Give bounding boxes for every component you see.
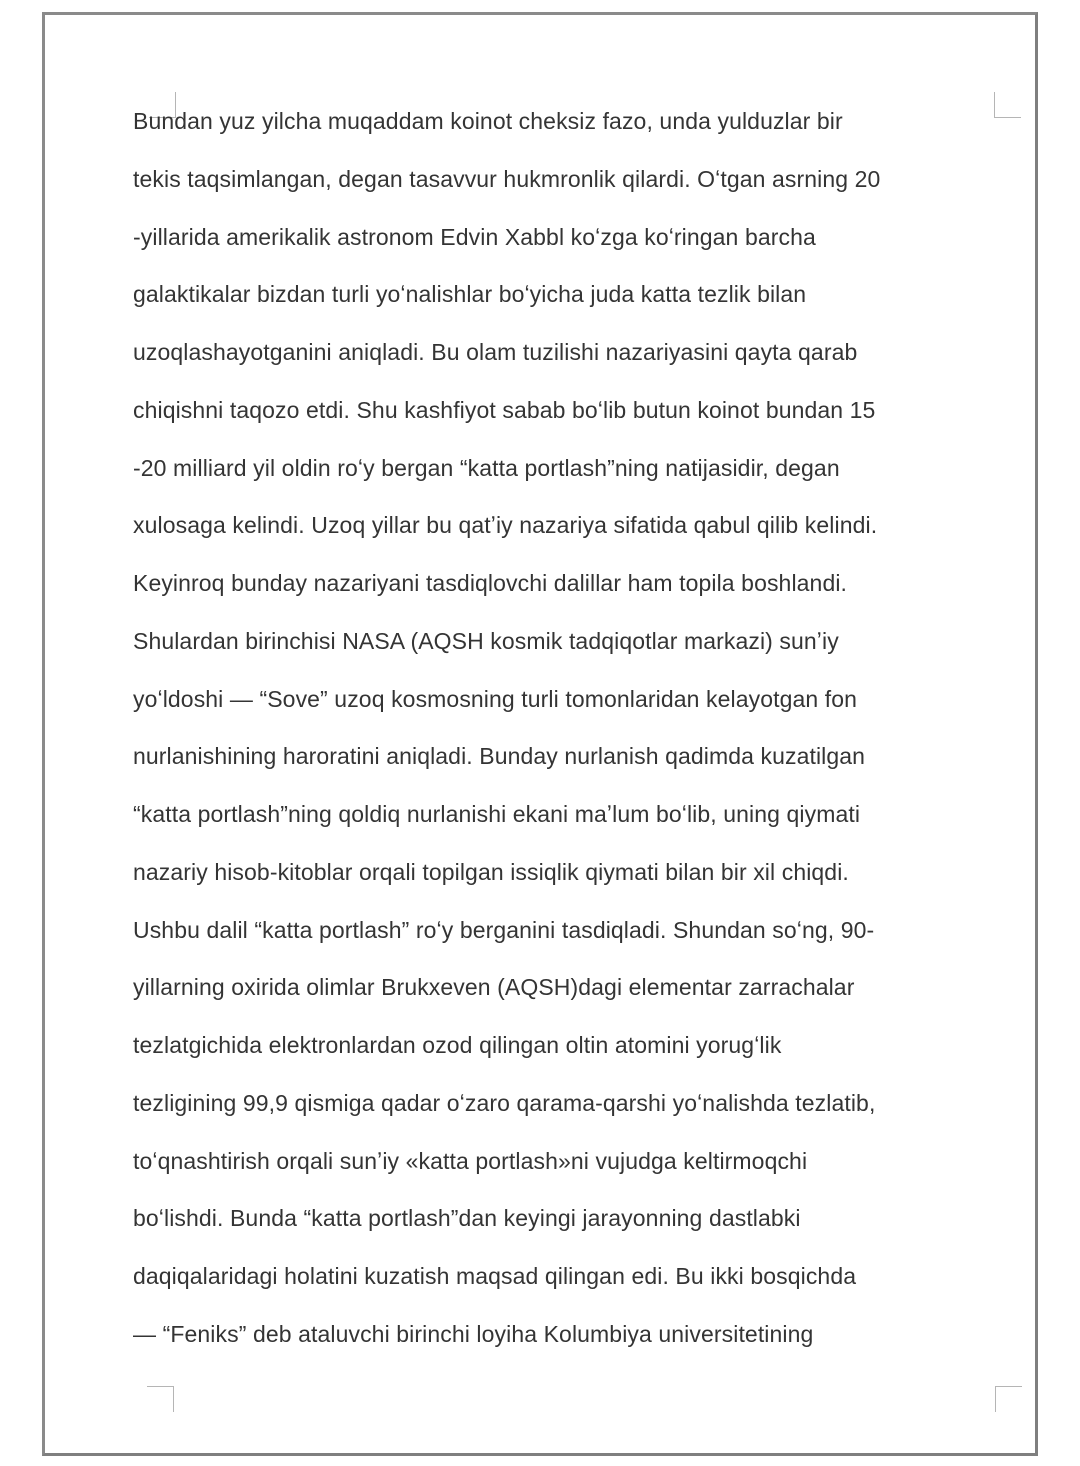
paragraph-line: toʻqnashtirish orqali sunʼiy «katta portlash»ni vujudga keltirmoqchi bbox=[133, 1147, 808, 1174]
paragraph-line: — “Feniks” deb ataluvchi birinchi loyiha Kolumbiya universitetining bbox=[133, 1320, 814, 1347]
paragraph-line: -20 milliard yil oldin roʻy bergan “katta portlash”ning natijasidir, degan bbox=[133, 454, 840, 481]
paragraph-line: nurlanishining haroratini aniqladi. Bunday nurlanish qadimda kuzatilgan bbox=[133, 743, 866, 770]
paragraph-line: galaktikalar bizdan turli yoʻnalishlar boʻyicha juda katta tezlik bilan bbox=[133, 281, 807, 308]
paragraph-line: yoʻldoshi — “Sove” uzoq kosmosning turli tomonlaridan kelayotgan fon bbox=[133, 685, 858, 712]
text-boundary-mark-bottom-right bbox=[995, 1386, 1022, 1412]
paragraph-line: -yillarida amerikalik astronom Edvin Xabbl koʻzga koʻringan barcha bbox=[133, 223, 816, 250]
document-body-text bbox=[133, 93, 963, 1364]
text-boundary-mark-top-right bbox=[994, 92, 1021, 118]
paragraph-line: Bundan yuz yilcha muqaddam koinot cheksiz fazo, unda yulduzlar bir bbox=[133, 108, 843, 134]
paragraph-line: uzoqlashayotganini aniqladi. Bu olam tuzilishi nazariyasini qayta qarab bbox=[133, 339, 858, 365]
paragraph-line: tezligining 99,9 qismiga qadar oʻzaro qarama-qarshi yoʻnalishda tezlatib, bbox=[133, 1089, 876, 1116]
paragraph-line: Ushbu dalil “katta portlash” roʻy berganini tasdiqladi. Shundan soʻng, 90- bbox=[133, 916, 875, 943]
paragraph-line: “katta portlash”ning qoldiq nurlanishi ekani maʼlum boʻlib, uning qiymati bbox=[133, 801, 861, 827]
paragraph-line: yillarning oxirida olimlar Brukxeven (AQSH)dagi elementar zarrachalar bbox=[133, 974, 855, 1001]
paragraph-line: tekis taqsimlangan, degan tasavvur hukmronlik qilardi. Oʻtgan asrning 20 bbox=[133, 165, 881, 192]
text-boundary-mark-bottom-left bbox=[147, 1386, 174, 1412]
paragraph-line: Keyinroq bunday nazariyani tasdiqlovchi dalillar ham topila boshlandi. bbox=[133, 570, 848, 596]
paragraph-line: nazariy hisob-kitoblar orqali topilgan issiqlik qiymati bilan bir xil chiqdi. bbox=[133, 858, 849, 885]
paragraph-line: xulosaga kelindi. Uzoq yillar bu qatʼiy nazariya sifatida qabul qilib kelindi. bbox=[133, 512, 878, 539]
paragraph-line: boʻlishdi. Bunda “katta portlash”dan keyingi jarayonning dastlabki bbox=[133, 1205, 801, 1232]
paragraph-line: daqiqalaridagi holatini kuzatish maqsad qilingan edi. Bu ikki bosqichda bbox=[133, 1263, 857, 1289]
paragraph-line: tezlatgichida elektronlardan ozod qilingan oltin atomini yorugʻlik bbox=[133, 1032, 782, 1058]
paragraph-line: Shulardan birinchisi NASA (AQSH kosmik tadqiqotlar markazi) sunʼiy bbox=[133, 627, 839, 654]
paragraph-line: chiqishni taqozo etdi. Shu kashfiyot sabab boʻlib butun koinot bundan 15 bbox=[133, 396, 876, 423]
